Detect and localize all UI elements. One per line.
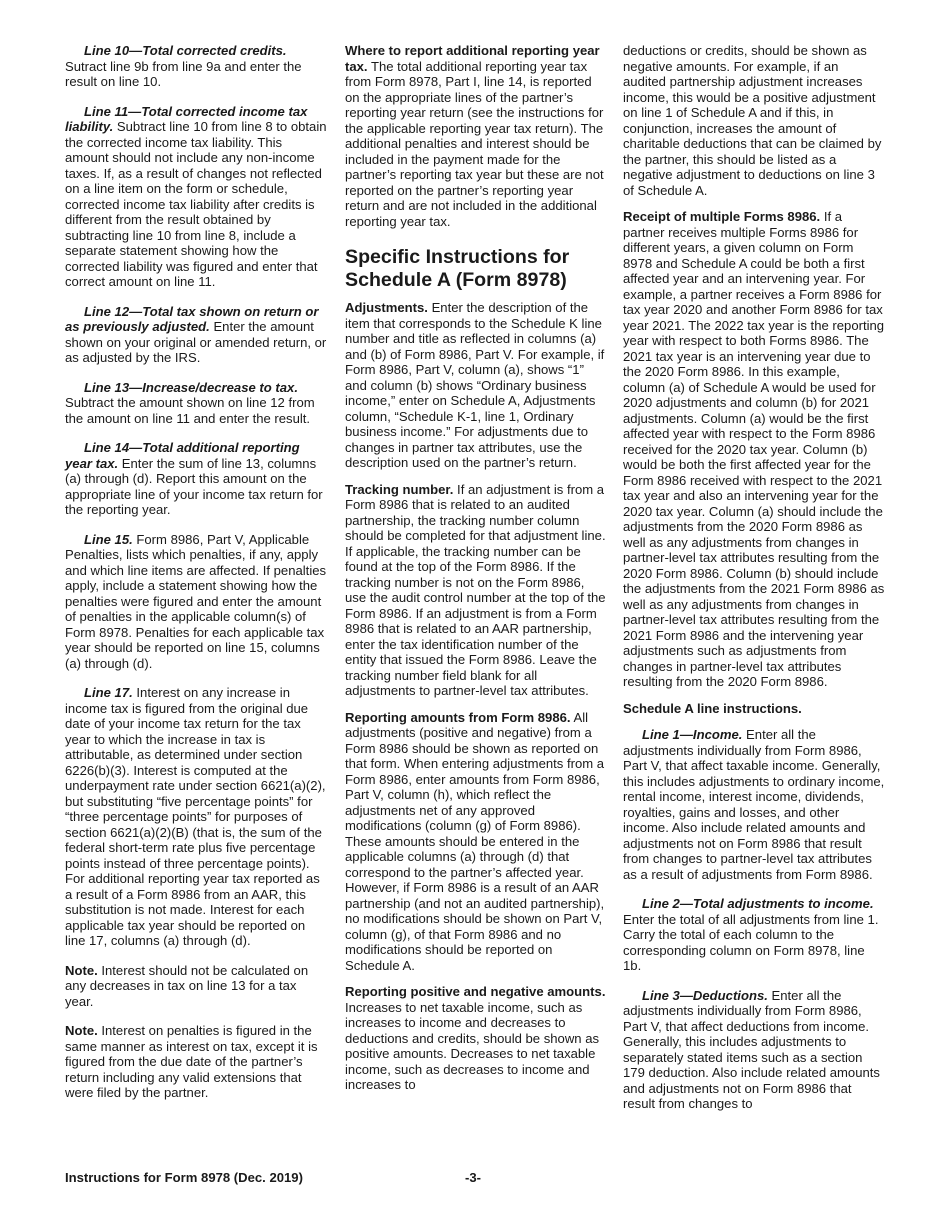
paragraph-line-10: Line 10—Total corrected credits. Sutract line 9b from line 9a and enter the result on line 10.	[65, 43, 302, 89]
paragraph-tracking-number: Tracking number. If an adjustment is from a Form 8986 that is related to an audited partnership, the tracking number column should be completed for that adjustment line. If applicable, the tracking number can be found at the top of the Form 8986. If the tracking number is not on the Form 8986, use the audit control number at the top of the Form 8986. If an adjustment is from a Form 8986 that is related to an AAR partnership, enter the tax identification number of the entity that issued the Form 8986. Leave the tracking number field blank for all adjustments to partner-level tax attributes.	[345, 481, 606, 698]
label-line-17: Line 17.	[84, 685, 133, 700]
paragraph-sched-line-3: Line 3—Deductions. Enter all the adjustments individually from Form 8986, Part V, that affect deductions from income. Generally, this includes adjustments to separately stated items such as a section 179 deduction. Also include related amounts and adjustments not on Form 8986 that result from changes to	[623, 987, 880, 1111]
column-3	[623, 43, 885, 1112]
paragraph-reporting-amounts: Reporting amounts from Form 8986. All adjustments (positive and negative) from a Form 8986 should be shown as reported on that form. When entering adjustments from a Form 8986, enter amounts from Form 8986, Part V, column (h), which reflect the adjustments net of any approved modifications (column (g) of Form 8986). These amounts should be entered in the applicable columns (a) through (d) that correspond to the partner’s affected year. However, if Form 8986 is a result of an AAR partnership (and not an audited partnership), no modifications should be shown on Part V, column (g), of that Form 8986 and no modifications should be reported on Schedule A.	[345, 709, 605, 973]
page-number: -3-	[465, 1170, 482, 1185]
paragraph-line-12: Line 12—Total tax shown on return or as previously adjusted. Enter the amount shown on your original or amended return, or as adjusted by the IRS.	[65, 303, 327, 365]
label-sched-line-3: Line 3—Deductions.	[642, 987, 768, 1003]
paragraph-note-2: Note. Interest on penalties is figured in the same manner as interest on tax, except it is figured from the due date of the partner’s return including any valid extensions that were filed by the partner.	[65, 1023, 318, 1100]
label-multiple-forms: Receipt of multiple Forms 8986.	[623, 209, 821, 224]
paragraph-sched-line-1: Line 1—Income. Enter all the adjustments individually from Form 8986, Part V, that affect taxable income. Generally, this includes adjustments to ordinary income, rental income, interest income, dividends, royalties, gains and losses, and other income. Also include related amounts and adjustments not on Form 8986 that result from changes to partner-level tax attributes as a result of adjustments from Form 8986.	[623, 727, 885, 882]
paragraph-line-17: Line 17. Interest on any increase in income tax is figured from the original due date of your income tax return for the tax year to which the increase in tax is attributable, as determined under section 6226(b)(3). Interest is computed at the underpayment rate under section 6621(a)(2), but substituting “five percentage points” for “three percentage points” for purposes of section 6621(a)(2)(B) (that is, the sum of the federal short-term rate plus five percentage points instead of three percentage points). For additional reporting year tax reported as a result of a Form 8986 from an AAR, this substitution is not made. Interest for each applicable tax year should be reported on line 17, columns (a) through (d).	[65, 685, 326, 948]
paragraph-line-14: Line 14—Total additional reporting year tax. Enter the sum of line 13, columns (a) through (d). Report this amount on the appropriate line of your income tax return for the reporting year.	[65, 440, 323, 517]
column-1	[65, 43, 327, 1101]
label-note-2: Note.	[65, 1023, 98, 1038]
footer-form-title: Instructions for Form 8978 (Dec. 2019)	[65, 1170, 303, 1185]
paragraph-line-11: Line 11—Total corrected income tax liability. Subtract line 10 from line 8 to obtain the corrected income tax liability. This amount should not include any non-income taxes. If, as a result of changes not reflected on a line item on the form or schedule, corrected income tax liability after credits is different from the result obtained by subtracting line 10 from line 8, include a separate statement showing how the corrected liability was figured and enter that correct amount on line 11.	[65, 103, 327, 289]
label-line-10: Line 10—Total corrected credits.	[84, 43, 287, 58]
section-heading-schedule-a: Specific Instructions for Schedule A (Form 8978)	[345, 246, 570, 291]
label-line-15: Line 15.	[84, 531, 133, 547]
label-sched-line-2: Line 2—Total adjustments to income.	[642, 896, 874, 911]
label-where-to-report: Where to report additional reporting year tax.	[345, 43, 600, 74]
subheading-schedule-a-lines: Schedule A line instructions.	[623, 700, 802, 716]
label-line-12: Line 12—Total tax shown on return or as previously adjusted.	[65, 303, 319, 334]
paragraph-adjustments: Adjustments. Enter the description of the item that corresponds to the Schedule K line number and title as reflected in columns (a) and (b) of Form 8986, Part V. For example, if Form 8986, Part V, column (a), shows “1” and column (b) shows “Ordinary business income,” enter on Schedule A, Adjustments column, “Schedule K-1, line 1, Ordinary business income.” For adjustments due to changes in partner tax attributes, use the description used on the partner’s return.	[345, 300, 605, 470]
column-2	[345, 43, 607, 1093]
paragraph-note-1: Note. Interest should not be calculated on any decreases in tax on line 13 for a tax year.	[65, 962, 309, 1009]
label-sched-line-1: Line 1—Income.	[642, 727, 743, 742]
paragraph-multiple-forms: Receipt of multiple Forms 8986. If a partner receives multiple Forms 8986 for different years, a given column on Form 8978 and Schedule A could be both a first affected year and an intervening year. For example, a partner receives a Form 8986 for tax year 2020 and another Form 8986 for tax year 2021. The 2022 tax year is the reporting year with respect to both Forms 8986. The 2021 tax year is an intervening year due to the 2020 Form 8986. In this example, column (a) of Schedule A would be used for 2020 adjustments and column (b) for 2021 adjustments. Column (a) would be the first affected year with respect to the Form 8986 received for the 2020 tax year. Column (b) would be both the first affected year for the Form 8986 received with respect to the 2021 tax year and also an intervening year for the 2020 tax year. Column (a) should include the adjustments from the 2020 Form 8986 as well as any adjustments from changes in partner-level tax attributes resulting from the 2020 Form 8986. Column (b) should include the adjustments from the 2021 Form 8986 as well as any adjustments from changes in partner-level tax attributes resulting from the 2021 Form 8986 and the intervening year adjustments such as adjustments from changes in partner-level tax attributes resulting from the 2020 Form 8986.	[623, 209, 885, 689]
paragraph-where-to-report: Where to report additional reporting year tax. The total additional reporting year tax from Form 8978, Part I, line 14, is reported on the appropriate lines of the partner’s reporting year return (see the instructions for the applicable reporting year tax return). The additional penalties and interest should be included in the payment made for the partner’s reporting tax year but these are not reported on the partner’s reporting year return and are not included in the additional reporting year tax.	[345, 43, 604, 229]
label-line-14: Line 14—Total additional reporting year tax.	[65, 440, 300, 471]
label-adjustments: Adjustments.	[345, 300, 428, 315]
label-line-13: Line 13—Increase/decrease to tax.	[84, 379, 298, 395]
paragraph-positive-negative: Reporting positive and negative amounts. Increases to net taxable income, such as increases to income and decreases to deductions and credits, should be shown as positive amounts. Decreases to net taxable income, such as decreases to income and increases to	[345, 984, 606, 1092]
paragraph-line-13: Line 13—Increase/decrease to tax. Subtract the amount shown on line 12 from the amount on line 11 and enter the result.	[65, 379, 315, 426]
paragraph-sched-line-2: Line 2—Total adjustments to income. Enter the total of all adjustments from line 1. Carry the total of each column to the corresponding column on Form 8978, line 1b.	[623, 896, 879, 973]
label-positive-negative: Reporting positive and negative amounts.	[345, 984, 606, 999]
label-reporting-amounts: Reporting amounts from Form 8986.	[345, 709, 571, 725]
label-line-11: Line 11—Total corrected income tax liability.	[65, 103, 308, 134]
label-note-1: Note.	[65, 962, 98, 978]
paragraph-continued: deductions or credits, should be shown as negative amounts. For example, if an audited partnership adjustment increases income, this would be a positive adjustment on line 1 of Schedule A and if this, in conjunction, increases the amount of charitable deductions that can be claimed by the partner, this should be listed as a negative adjustment to deductions on line 3 of Schedule A.	[623, 43, 882, 198]
paragraph-line-15: Line 15. Form 8986, Part V, Applicable Penalties, lists which penalties, if any, apply and which line items are affected. If penalties apply, include a statement showing how the penalties were figured and enter the amount of penalties in the applicable column(s) of Form 8978. Penalties for each applicable tax year should be reported on line 15, columns (a) through (d).	[65, 531, 327, 671]
label-tracking-number: Tracking number.	[345, 481, 454, 497]
